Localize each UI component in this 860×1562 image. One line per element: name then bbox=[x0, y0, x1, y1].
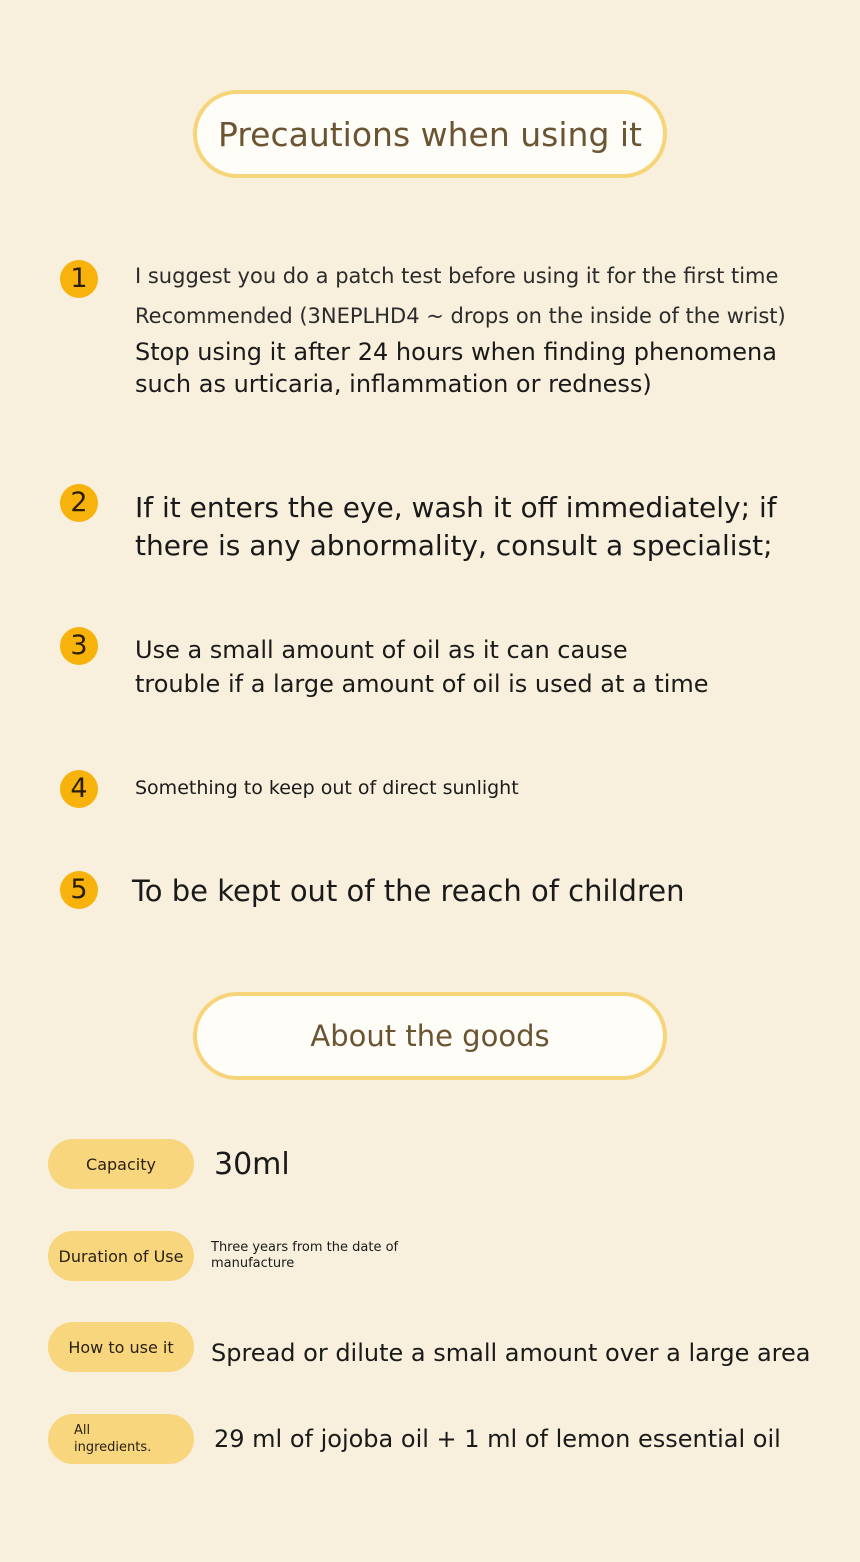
duration-tag: Duration of Use bbox=[48, 1231, 194, 1281]
ingredients-tag-line-1: All bbox=[74, 1423, 91, 1438]
ingredients-tag bbox=[48, 1414, 194, 1464]
ingredients-tag-line-2: ingredients. bbox=[74, 1440, 152, 1455]
goods-row-ingredients bbox=[48, 1414, 840, 1464]
duration-value-line-2: manufacture bbox=[211, 1256, 295, 1271]
capacity-value: 30ml bbox=[214, 1146, 290, 1182]
precaution-1-line-2: Recommended (3NEPLHD4 ~ drops on the inside of the wrist) bbox=[135, 304, 786, 328]
precaution-1-line-3: Stop using it after 24 hours when finding phenomena bbox=[135, 338, 777, 366]
number-badge-2: 2 bbox=[60, 484, 98, 522]
duration-value bbox=[211, 1231, 398, 1281]
usage-tag: How to use it bbox=[48, 1322, 194, 1372]
capacity-tag: Capacity bbox=[48, 1139, 194, 1189]
number-badge-3: 3 bbox=[60, 627, 98, 665]
goods-row-usage bbox=[48, 1322, 840, 1372]
ingredients-value: 29 ml of jojoba oil + 1 ml of lemon essential oil bbox=[214, 1425, 781, 1453]
goods-row-duration bbox=[48, 1231, 840, 1281]
goods-title: About the goods bbox=[193, 992, 667, 1080]
number-badge-1: 1 bbox=[60, 260, 98, 298]
usage-value: Spread or dilute a small amount over a large area bbox=[211, 1339, 811, 1367]
precaution-4-line-1: Something to keep out of direct sunlight bbox=[135, 777, 519, 799]
precaution-5-line-1: To be kept out of the reach of children bbox=[132, 874, 685, 908]
number-badge-4: 4 bbox=[60, 770, 98, 808]
precaution-3-line-2: trouble if a large amount of oil is used at a time bbox=[135, 670, 709, 698]
precaution-3-line-1: Use a small amount of oil as it can cause bbox=[135, 636, 628, 664]
precaution-2-line-2: there is any abnormality, consult a specialist; bbox=[135, 529, 773, 562]
goods-row-capacity bbox=[48, 1139, 840, 1189]
precaution-1-line-4: such as urticaria, inflammation or redness) bbox=[135, 370, 652, 398]
duration-value-line-1: Three years from the date of bbox=[211, 1240, 399, 1255]
precautions-title: Precautions when using it bbox=[193, 90, 667, 178]
precaution-2-line-1: If it enters the eye, wash it off immediately; if bbox=[135, 491, 777, 524]
number-badge-5: 5 bbox=[60, 871, 98, 909]
precaution-1-line-1: I suggest you do a patch test before using it for the first time bbox=[135, 264, 779, 288]
